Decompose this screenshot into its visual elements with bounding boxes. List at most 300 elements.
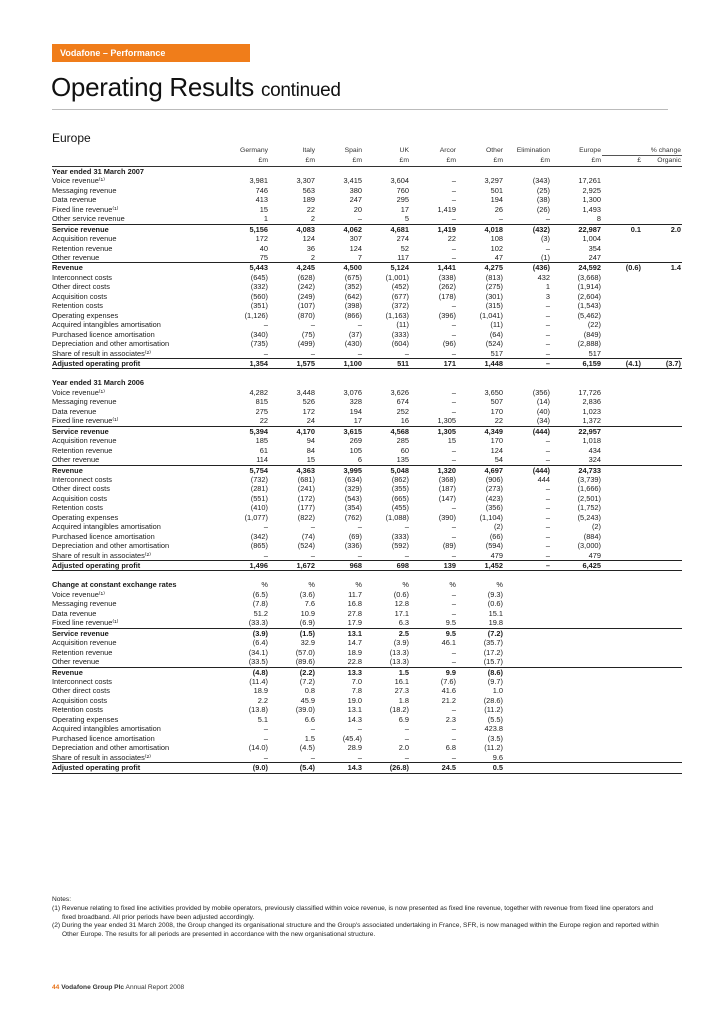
value-cell: 18.9	[253, 686, 268, 696]
value-cell	[602, 455, 642, 465]
value-cell	[642, 339, 682, 348]
value-cell: (560)	[250, 291, 268, 301]
value-cell: (22)	[587, 320, 601, 330]
value-cell	[642, 455, 682, 465]
value-cell	[602, 301, 642, 310]
value-cell: (241)	[297, 484, 315, 494]
header-spacer	[52, 156, 222, 166]
value-cell: 194	[349, 406, 362, 416]
value-cell: –	[404, 752, 409, 762]
value-cell: (351)	[250, 301, 268, 311]
value-cell	[602, 724, 642, 733]
value-cell: (862)	[391, 474, 409, 484]
value-cell: 5	[404, 214, 409, 224]
heading-unit-cell: %	[308, 580, 315, 590]
value-cell: 0.1	[602, 224, 642, 234]
unit-header: £m	[222, 156, 269, 166]
value-cell: (64)	[489, 329, 503, 339]
value-cell: 479	[490, 550, 503, 560]
value-cell: 6.6	[304, 714, 315, 724]
value-cell: 16.8	[347, 599, 362, 609]
value-cell	[504, 753, 551, 763]
value-cell: (5.5)	[487, 714, 503, 724]
value-cell: 517	[490, 348, 503, 358]
value-cell	[642, 426, 682, 436]
value-cell: (2,888)	[577, 339, 601, 349]
table-row	[52, 176, 682, 185]
row-label: Retention costs	[52, 503, 103, 513]
value-cell: 51.2	[253, 608, 268, 618]
value-cell	[642, 253, 682, 263]
value-cell: –	[357, 214, 362, 224]
unit-header-row	[52, 156, 682, 166]
value-cell: (340)	[250, 329, 268, 339]
value-cell: 247	[349, 195, 362, 205]
value-cell	[602, 763, 642, 773]
value-cell: 0.8	[304, 686, 315, 696]
footer-company: Vodafone Group Plc	[61, 984, 125, 991]
row-label: Acquisition revenue	[52, 638, 117, 648]
value-cell: (34.1)	[248, 647, 268, 657]
value-cell: (355)	[391, 484, 409, 494]
value-cell: 2.2	[257, 695, 268, 705]
value-cell: –	[404, 733, 409, 743]
value-cell	[642, 618, 682, 628]
row-label: Interconnect costs	[52, 474, 112, 484]
value-cell	[602, 494, 642, 503]
value-cell: (354)	[344, 503, 362, 513]
value-cell: 17	[353, 416, 362, 426]
value-cell	[551, 648, 602, 657]
table-row	[52, 743, 682, 752]
value-cell: (14.0)	[248, 743, 268, 753]
value-cell: (38)	[536, 195, 550, 205]
value-cell	[602, 561, 642, 571]
column-header: Arcor	[439, 147, 456, 155]
value-cell	[551, 715, 602, 724]
value-cell	[602, 541, 642, 550]
value-cell: (3.6)	[299, 589, 315, 599]
value-cell: (33.3)	[248, 618, 268, 628]
value-cell: 36	[306, 243, 315, 253]
value-cell: –	[545, 348, 550, 358]
row-label: Other direct costs	[52, 686, 110, 696]
value-cell: (604)	[391, 339, 409, 349]
value-cell: (4.5)	[299, 743, 315, 753]
value-cell: (677)	[391, 291, 409, 301]
value-cell: –	[451, 214, 456, 224]
value-cell: 40	[259, 243, 268, 253]
value-cell: (735)	[250, 339, 268, 349]
value-cell	[504, 618, 551, 628]
value-cell: –	[451, 320, 456, 330]
table-row	[52, 561, 682, 571]
heading-unit-cell	[642, 580, 682, 589]
table-row	[52, 551, 682, 561]
value-cell: (524)	[297, 541, 315, 551]
value-cell: (865)	[250, 541, 268, 551]
value-cell	[642, 667, 682, 677]
row-label: Messaging revenue	[52, 599, 117, 609]
value-cell: 746	[255, 185, 268, 195]
heading-unit-cell	[222, 166, 269, 176]
value-cell: 1,372	[582, 416, 601, 426]
value-cell	[642, 186, 682, 195]
value-cell	[602, 618, 642, 628]
value-cell: (11.2)	[484, 705, 503, 715]
section-heading: Year ended 31 March 2006	[52, 378, 145, 388]
row-label: Adjusted operating profit	[52, 763, 222, 773]
value-cell: 16	[400, 416, 409, 426]
value-cell: (1.5)	[269, 628, 316, 638]
value-cell: (398)	[344, 301, 362, 311]
value-cell: 7.8	[351, 686, 362, 696]
value-cell: (17.2)	[483, 647, 503, 657]
value-cell	[602, 195, 642, 204]
value-cell	[551, 628, 602, 638]
value-cell: 526	[302, 397, 315, 407]
value-cell	[602, 273, 642, 282]
value-cell: –	[310, 522, 315, 532]
unit-header: £m	[504, 156, 551, 166]
row-label: Purchased licence amortisation	[52, 329, 155, 339]
value-cell: –	[545, 531, 550, 541]
value-cell: 105	[349, 445, 362, 455]
value-cell: (594)	[485, 541, 503, 551]
value-cell: (35.7)	[483, 638, 503, 648]
value-cell: 1,320	[410, 465, 457, 475]
value-cell: 24.5	[410, 763, 457, 773]
value-cell	[602, 214, 642, 224]
section-heading: Change at constant exchange rates	[52, 580, 177, 590]
value-cell: 22,957	[551, 426, 602, 436]
heading-unit-cell: %	[261, 580, 268, 590]
row-label: Acquisition costs	[52, 695, 108, 705]
value-cell: –	[545, 503, 550, 513]
heading-unit-cell	[504, 378, 551, 387]
value-cell: 2	[310, 214, 315, 224]
row-label: Acquisition costs	[52, 493, 108, 503]
value-cell: 5,754	[222, 465, 269, 475]
value-cell	[504, 734, 551, 743]
value-cell: (187)	[438, 484, 456, 494]
value-cell: (7.8)	[252, 599, 268, 609]
value-cell: (390)	[438, 512, 456, 522]
value-cell: (178)	[438, 291, 456, 301]
value-cell: (1,126)	[244, 310, 268, 320]
value-cell: 5,048	[363, 465, 410, 475]
value-cell: 3,995	[316, 465, 363, 475]
value-cell: (9.3)	[487, 589, 503, 599]
value-cell: (329)	[344, 484, 362, 494]
value-cell: (4.1)	[602, 358, 642, 368]
value-cell: 1,496	[222, 561, 269, 571]
value-cell: –	[504, 358, 551, 368]
table-row	[52, 590, 682, 599]
value-cell: (396)	[438, 310, 456, 320]
value-cell	[602, 734, 642, 743]
table-row	[52, 686, 682, 695]
value-cell: 22	[494, 416, 503, 426]
pct-sub-header: £	[602, 156, 642, 166]
value-cell	[642, 551, 682, 561]
value-cell	[642, 609, 682, 618]
value-cell	[642, 195, 682, 204]
value-cell: (368)	[438, 474, 456, 484]
value-cell	[551, 734, 602, 743]
value-cell: 22	[447, 234, 456, 244]
value-cell: (336)	[344, 541, 362, 551]
value-cell: 1,419	[410, 224, 457, 234]
row-label: Retention revenue	[52, 243, 113, 253]
table-row	[52, 753, 682, 763]
value-cell	[642, 416, 682, 426]
table-row	[52, 475, 682, 484]
value-cell: –	[404, 348, 409, 358]
value-cell: 1.8	[398, 695, 409, 705]
value-cell: 4,170	[269, 426, 316, 436]
value-cell	[602, 599, 642, 608]
row-label: Acquisition costs	[52, 291, 108, 301]
value-cell	[602, 330, 642, 339]
value-cell	[551, 609, 602, 618]
value-cell	[504, 705, 551, 714]
value-cell: 102	[490, 243, 503, 253]
value-cell: –	[451, 522, 456, 532]
value-cell	[642, 734, 682, 743]
value-cell: 139	[410, 561, 457, 571]
heading-unit-cell	[602, 166, 642, 176]
value-cell: 24	[306, 416, 315, 426]
table-row	[52, 494, 682, 503]
row-label: Data revenue	[52, 195, 97, 205]
value-cell: 84	[306, 445, 315, 455]
value-cell: –	[545, 522, 550, 532]
notes	[52, 896, 668, 939]
row-label: Depreciation and other amortisation	[52, 743, 170, 753]
value-cell: 27.8	[347, 608, 362, 618]
value-cell	[602, 176, 642, 185]
value-cell: (444)	[504, 426, 551, 436]
value-cell	[642, 301, 682, 310]
value-cell: 15	[259, 204, 268, 214]
value-cell	[602, 320, 642, 329]
heading-unit-cell	[602, 580, 642, 589]
unit-header: £m	[410, 156, 457, 166]
value-cell: –	[310, 550, 315, 560]
table-row	[52, 311, 682, 320]
value-cell	[551, 618, 602, 628]
value-cell: 1,100	[316, 358, 363, 368]
value-cell: (1,543)	[577, 301, 601, 311]
value-cell: 6	[357, 455, 362, 465]
value-cell: 3	[545, 291, 550, 301]
value-cell: (147)	[438, 493, 456, 503]
value-cell: (11)	[396, 320, 409, 330]
value-cell: 11.7	[348, 589, 362, 599]
table-row	[52, 705, 682, 714]
value-cell: (3.9)	[222, 628, 269, 638]
value-cell	[602, 513, 642, 522]
value-cell: 674	[396, 397, 409, 407]
value-cell: 9.5	[445, 618, 456, 628]
value-cell: (732)	[250, 474, 268, 484]
value-cell	[602, 638, 642, 647]
value-cell	[642, 320, 682, 329]
row-label: Service revenue	[52, 224, 222, 234]
value-cell: –	[504, 561, 551, 571]
table-row	[52, 224, 682, 234]
heading-unit-cell	[602, 378, 642, 387]
value-cell: (242)	[297, 282, 315, 292]
value-cell: –	[545, 493, 550, 503]
value-cell: (33.5)	[248, 657, 268, 667]
value-cell	[642, 436, 682, 445]
value-cell: –	[451, 647, 456, 657]
value-cell	[551, 667, 602, 677]
table-row	[52, 282, 682, 291]
value-cell: 5,394	[222, 426, 269, 436]
column-header: Germany	[240, 147, 268, 155]
value-cell: 1,004	[582, 234, 601, 244]
value-cell: (8.6)	[457, 667, 504, 677]
value-cell: 3,448	[296, 387, 315, 397]
table-row	[52, 446, 682, 455]
value-cell: (15.7)	[483, 657, 503, 667]
value-cell: 1,672	[269, 561, 316, 571]
value-cell: –	[451, 329, 456, 339]
value-cell: (96)	[442, 339, 456, 349]
value-cell	[642, 494, 682, 503]
column-header: Italy	[302, 147, 315, 155]
value-cell: 4,275	[457, 263, 504, 273]
value-cell: (7.2)	[457, 628, 504, 638]
value-cell: (1,104)	[479, 512, 503, 522]
value-cell: 14.3	[347, 714, 362, 724]
value-cell: (822)	[297, 512, 315, 522]
table-row	[52, 513, 682, 522]
value-cell: 26	[494, 204, 503, 214]
heading-unit-cell	[410, 378, 457, 387]
value-cell: 434	[588, 445, 601, 455]
value-cell: 423.8	[484, 724, 503, 734]
value-cell	[642, 561, 682, 571]
value-cell	[602, 705, 642, 714]
value-cell: 328	[349, 397, 362, 407]
value-cell: 172	[255, 234, 268, 244]
row-label: Acquisition revenue	[52, 436, 117, 446]
row-label: Other revenue	[52, 657, 100, 667]
value-cell: –	[451, 252, 456, 262]
row-label: Share of result in associates⁽²⁾	[52, 348, 151, 358]
value-cell: 47	[494, 252, 503, 262]
note-item: (1) Revenue relating to fixed line activities provided by mobile operators, previously classified within voice revenue, is now presented as fixed line revenue, together with revenue from fixed line operators and fixed broadband. All prior periods have been adjusted accordingly.	[52, 905, 654, 921]
value-cell	[602, 753, 642, 763]
table-row	[52, 253, 682, 263]
value-cell: 20	[353, 204, 362, 214]
row-label: Depreciation and other amortisation	[52, 339, 170, 349]
value-cell: (524)	[485, 339, 503, 349]
value-cell: –	[451, 176, 456, 186]
page-footer	[52, 984, 184, 991]
column-header: Europe	[579, 147, 601, 155]
value-cell: 1.5	[363, 667, 410, 677]
value-cell: 354	[588, 243, 601, 253]
value-cell: (2,604)	[577, 291, 601, 301]
value-cell	[504, 743, 551, 752]
value-cell: –	[451, 455, 456, 465]
value-cell: 28.9	[347, 743, 362, 753]
value-cell: –	[310, 752, 315, 762]
value-cell: 501	[490, 185, 503, 195]
value-cell	[602, 416, 642, 426]
value-cell: 4,349	[457, 426, 504, 436]
value-cell: (2)	[493, 522, 503, 532]
value-cell	[642, 330, 682, 339]
page-number: 44	[52, 984, 60, 991]
value-cell: 27.3	[394, 686, 409, 696]
value-cell: (356)	[532, 387, 550, 397]
section-banner: Vodafone – Performance	[52, 44, 250, 62]
row-label: Operating expenses	[52, 512, 119, 522]
section-heading-row	[52, 166, 682, 176]
row-label: Share of result in associates⁽²⁾	[52, 550, 151, 560]
table-row	[52, 696, 682, 705]
value-cell	[642, 696, 682, 705]
value-cell	[642, 638, 682, 647]
value-cell: 3,615	[316, 426, 363, 436]
table-row	[52, 618, 682, 628]
unit-header: £m	[551, 156, 602, 166]
value-cell: –	[310, 320, 315, 330]
value-cell	[602, 253, 642, 263]
value-cell: (25)	[536, 185, 550, 195]
row-label: Adjusted operating profit	[52, 358, 222, 368]
value-cell	[504, 638, 551, 647]
value-cell: 285	[396, 436, 409, 446]
value-cell	[551, 724, 602, 733]
value-cell: 5,443	[222, 263, 269, 273]
value-cell: –	[357, 752, 362, 762]
row-label: Operating expenses	[52, 310, 119, 320]
value-cell	[602, 397, 642, 406]
value-cell: (681)	[297, 474, 315, 484]
value-cell: 6,425	[551, 561, 602, 571]
heading-unit-cell: %	[402, 580, 409, 590]
value-cell: 507	[490, 397, 503, 407]
value-cell	[602, 686, 642, 695]
value-cell: 2.0	[398, 743, 409, 753]
value-cell	[642, 628, 682, 638]
table-row	[52, 465, 682, 475]
value-cell: –	[545, 301, 550, 311]
value-cell: 444	[537, 474, 550, 484]
value-cell: (3,668)	[577, 272, 601, 282]
value-cell: 1,448	[457, 358, 504, 368]
value-cell: (1,041)	[479, 310, 503, 320]
row-label: Adjusted operating profit	[52, 561, 222, 571]
value-cell: 1	[545, 282, 550, 292]
value-cell: 171	[410, 358, 457, 368]
value-cell	[602, 465, 642, 475]
table-row	[52, 599, 682, 608]
value-cell: (249)	[297, 291, 315, 301]
value-cell: –	[310, 724, 315, 734]
value-cell	[602, 339, 642, 348]
heading-unit-cell	[410, 166, 457, 176]
value-cell: 17,261	[578, 176, 601, 186]
value-cell: (13.8)	[248, 705, 268, 715]
